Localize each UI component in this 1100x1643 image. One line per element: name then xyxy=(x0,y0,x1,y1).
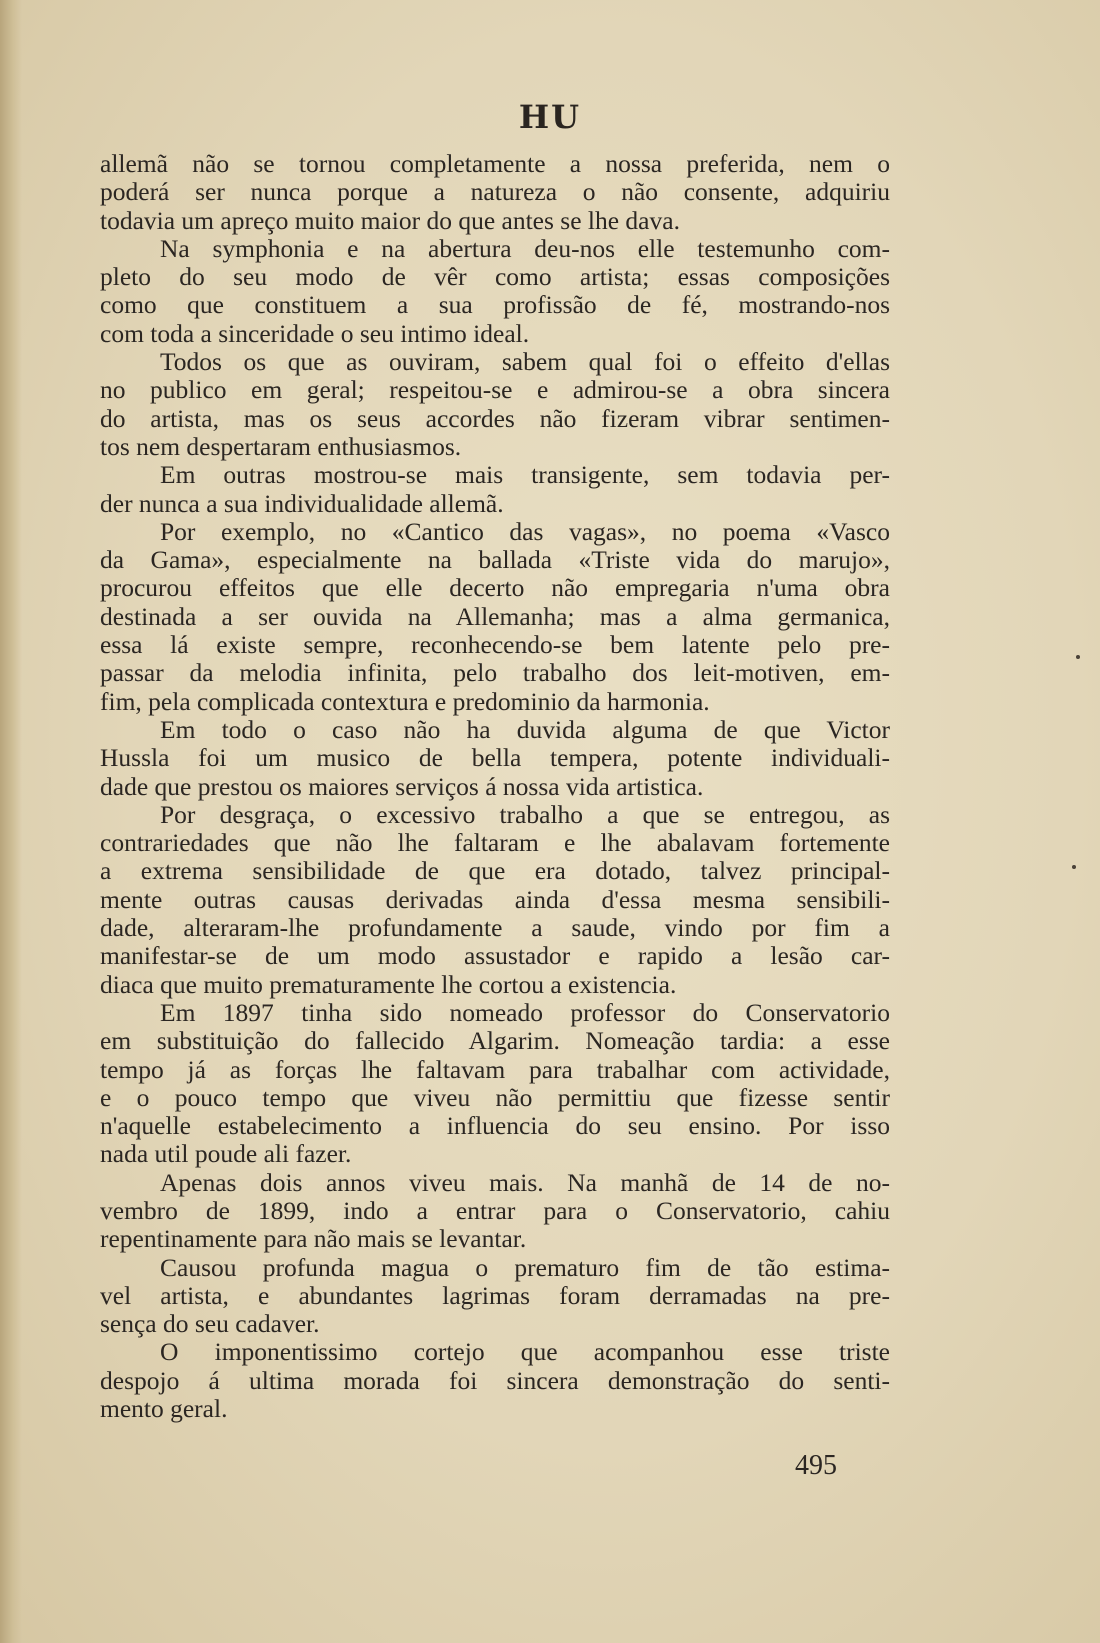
text-line: fim, pela complicada contextura e predominio da harmonia. xyxy=(100,686,710,716)
text-line: Na symphonia e na abertura deu-nos elle testemunho com- xyxy=(160,233,890,263)
text-line: repentinamente para não mais se levantar. xyxy=(100,1224,527,1254)
page-header-mark: HU xyxy=(518,98,582,136)
text-line: Em outras mostrou-se mais transigente, sem todavia per- xyxy=(160,460,890,490)
text-line: do artista, mas os seus accordes não fizeram vibrar sentimen- xyxy=(100,403,890,433)
text-line: mento geral. xyxy=(100,1394,228,1424)
text-line: contrariedades que não lhe faltaram e lhe abalavam fortemente xyxy=(100,828,890,858)
text-line: dade, alteraram-lhe profundamente a saude, vindo por fim a xyxy=(100,913,890,943)
text-line: vembro de 1899, indo a entrar para o Conservatorio, cahiu xyxy=(100,1195,890,1225)
text-line: Por desgraça, o excessivo trabalho a que se entregou, as xyxy=(160,799,890,829)
binding-shadow xyxy=(0,0,22,1643)
text-line: pleto do seu modo de vêr como artista; essas composições xyxy=(100,262,890,292)
text-line: passar da melodia infinita, pelo trabalho dos leit-motiven, em- xyxy=(100,658,890,688)
text-line: Causou profunda magua o prematuro fim de tão estima- xyxy=(160,1252,890,1282)
text-line: destinada a ser ouvida na Allemanha; mas a alma germanica, xyxy=(100,601,890,631)
text-line: no publico em geral; respeitou-se e admirou-se a obra sincera xyxy=(100,375,890,405)
text-line: poderá ser nunca porque a natureza o não consente, adquiriu xyxy=(100,177,890,207)
text-line: sença do seu cadaver. xyxy=(100,1309,320,1339)
text-line: O imponentissimo cortejo que acompanhou esse triste xyxy=(160,1337,890,1367)
text-line: der nunca a sua individualidade allemã. xyxy=(100,488,504,518)
text-line: tempo já as forças lhe faltavam para trabalhar com actividade, xyxy=(100,1054,890,1084)
text-line: nada util poude ali fazer. xyxy=(100,1139,352,1169)
text-line: essa lá existe sempre, reconhecendo-se bem latente pelo pre- xyxy=(100,630,890,660)
text-line: todavia um apreço muito maior do que antes se lhe dava. xyxy=(100,205,680,235)
text-line: Hussla foi um musico de bella tempera, potente individuali- xyxy=(100,743,890,773)
text-line: com toda a sinceridade o seu intimo ideal. xyxy=(100,318,530,348)
text-line: Por exemplo, no «Cantico das vagas», no poema «Vasco xyxy=(160,516,890,546)
paper-speck xyxy=(1076,655,1080,659)
text-line: Todos os que as ouviram, sabem qual foi o effeito d'ellas xyxy=(160,347,890,377)
text-line: allemã não se tornou completamente a nossa preferida, nem o xyxy=(100,149,890,178)
text-line: vel artista, e abundantes lagrimas foram derramadas na pre- xyxy=(100,1280,890,1310)
text-line: Em todo o caso não ha duvida alguma de que Victor xyxy=(160,714,890,744)
page-number: 495 xyxy=(795,1450,837,1481)
text-line: em substituição do fallecido Algarim. Nomeação tardia: a esse xyxy=(100,1026,890,1056)
text-line: Em 1897 tinha sido nomeado professor do Conservatorio xyxy=(160,997,890,1027)
text-line: dade que prestou os maiores serviços á nossa vida artistica. xyxy=(100,771,704,801)
paper-speck xyxy=(1072,865,1076,869)
text-line: tos nem despertaram enthusiasmos. xyxy=(100,431,462,461)
text-line: da Gama», especialmente na ballada «Triste vida do marujo», xyxy=(100,545,890,575)
text-line: como que constituem a sua profissão de fé, mostrando-nos xyxy=(100,290,890,320)
text-line: despojo á ultima morada foi sincera demonstração do senti- xyxy=(100,1365,890,1395)
body-text xyxy=(100,150,890,1423)
text-line: procurou effeitos que elle decerto não empregaria n'uma obra xyxy=(100,573,890,603)
text-line: manifestar-se de um modo assustador e rapido a lesão car- xyxy=(100,941,890,971)
text-line: a extrema sensibilidade de que era dotado, talvez principal- xyxy=(100,856,890,886)
text-line: e o pouco tempo que viveu não permittiu que fizesse sentir xyxy=(100,1082,890,1112)
text-line: mente outras causas derivadas ainda d'essa mesma sensibili- xyxy=(100,884,890,914)
text-line: Apenas dois annos viveu mais. Na manhã de 14 de no- xyxy=(160,1167,890,1197)
text-line: diaca que muito prematuramente lhe cortou a existencia. xyxy=(100,969,677,999)
text-line: n'aquelle estabelecimento a influencia do seu ensino. Por isso xyxy=(100,1111,890,1141)
